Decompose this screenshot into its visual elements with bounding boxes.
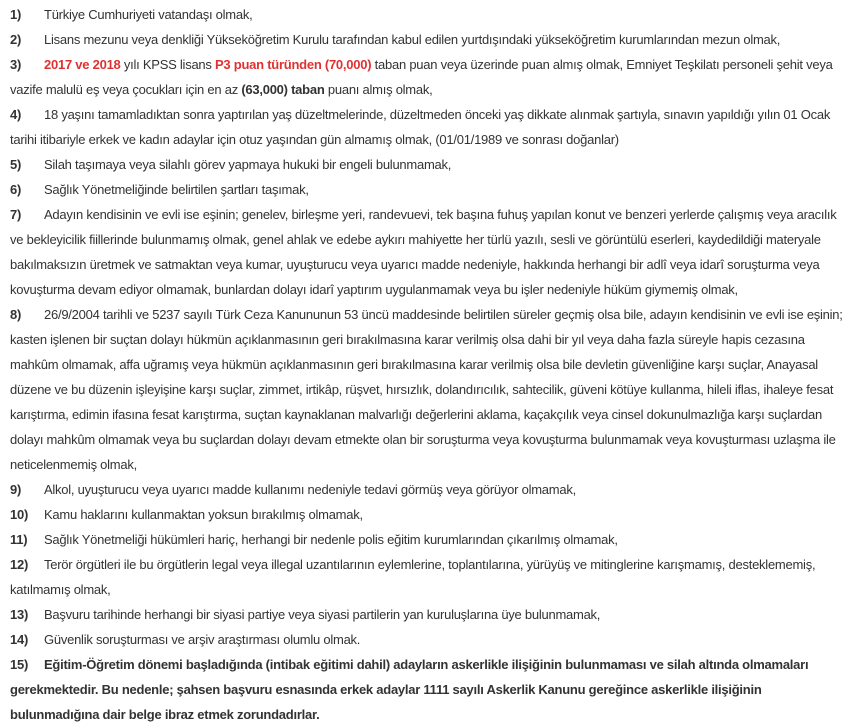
item-number: 1) bbox=[10, 7, 22, 22]
highlight-years: 2017 ve 2018 bbox=[44, 57, 121, 72]
list-item bbox=[10, 177, 844, 202]
item-text: Alkol, uyuşturucu veya uyarıcı madde kullanımı nedeniyle tedavi görmüş veya görüyor olmamak, bbox=[44, 482, 576, 497]
item-number: 6) bbox=[10, 182, 22, 197]
item-text: Sağlık Yönetmeliği hükümleri hariç, herhangi bir nedenle polis eğitim kurumlarından çıkarılmış olmamak, bbox=[44, 532, 618, 547]
item-text: Eğitim-Öğretim dönemi başladığında (intibak eğitimi dahil) adayların askerlikle ilişiğinin bulunmaması ve silah altında olmamaları gerekmektedir. Bu nedenle; şahsen başvuru esnasında erkek adaylar 1111 sayılı Askerlik Kanunu gereğince askerlikle ilişiğinin bulunmadığına dair belge ibraz etmek zorundadırlar. bbox=[10, 657, 809, 722]
list-item bbox=[10, 477, 844, 502]
list-item bbox=[10, 27, 844, 52]
list-item bbox=[10, 2, 844, 27]
item-text: Lisans mezunu veya denkliği Yükseköğretim Kurulu tarafından kabul edilen yurtdışındaki yükseköğretim kurumlarından mezun olmak, bbox=[44, 32, 781, 47]
item-number: 12) bbox=[10, 557, 29, 572]
list-item bbox=[10, 502, 844, 527]
item-number: 5) bbox=[10, 157, 22, 172]
item-text: Kamu haklarını kullanmaktan yoksun bırakılmış olmamak, bbox=[44, 507, 363, 522]
item-number: 7) bbox=[10, 207, 22, 222]
item-number: 14) bbox=[10, 632, 29, 647]
list-item bbox=[10, 652, 844, 727]
highlight-min-score: (63,000) taban bbox=[241, 82, 325, 97]
item-text: Başvuru tarihinde herhangi bir siyasi partiye veya siyasi partilerin yan kuruluşlarına üye bulunmamak, bbox=[44, 607, 601, 622]
item-text: 18 yaşını tamamladıktan sonra yaptırılan yaş düzeltmelerinde, düzeltmeden önceki yaş dikkate alınmak şartıyla, sınavın yapıldığı yılın 01 Ocak tarihi itibariyle erkek ve kadın adaylar için otuz yaşından gün almamış olmak, (01/01/1989 ve sonrası doğanlar) bbox=[10, 107, 831, 147]
item-number: 15) bbox=[10, 657, 29, 672]
list-item bbox=[10, 152, 844, 177]
item-number: 10) bbox=[10, 507, 29, 522]
item-number: 13) bbox=[10, 607, 29, 622]
item-text: taban puan veya üzerinde puan almış olmak, Emniyet Teşkilatı personeli şehit veya vazife malulü eş veya çocukları için en az bbox=[10, 57, 833, 97]
list-item bbox=[10, 202, 844, 302]
list-item bbox=[10, 302, 844, 477]
item-text: Silah taşımaya veya silahlı görev yapmaya hukuki bir engeli bulunmamak, bbox=[44, 157, 452, 172]
item-text: Sağlık Yönetmeliğinde belirtilen şartları taşımak, bbox=[44, 182, 309, 197]
item-text: Güvenlik soruşturması ve arşiv araştırması olumlu olmak. bbox=[44, 632, 361, 647]
item-number: 9) bbox=[10, 482, 22, 497]
list-item bbox=[10, 552, 844, 602]
item-number: 11) bbox=[10, 532, 28, 547]
list-item bbox=[10, 52, 844, 102]
item-text: 26/9/2004 tarihli ve 5237 sayılı Türk Ceza Kanununun 53 üncü maddesinde belirtilen süreler geçmiş olsa bile, adayın kendisinin ve evli ise eşinin; kasten işlenen bir suçtan dolayı hükmün açıklanmasının geri bırakılmasına karar verilmiş olsa dahi bir yıl veya daha fazla süreyle hapis cezasına mahkûm olmamak, affa uğramış veya hükmün açıklanmasının geri bırakılmasına karar verilmiş olsa bile devletin güvenliğine karşı suçlar, Anayasal düzene ve bu düzenin işleyişine karşı suçlar, zimmet, irtikâp, rüşvet, hırsızlık, dolandırıcılık, sahtecilik, güveni kötüye kullanma, hileli iflas, ihaleye fesat karıştırma, edimin ifasına fesat karıştırma, suçtan kaynaklanan malvarlığı değerlerini aklama, kaçakçılık veya cinsel dokunulmazlığa karşı suçlardan dolayı mahkûm olmamak veya bu suçlardan dolayı devam etmekte olan bir soruşturma veya kovuşturma bulunmamak veya kovuşturması uzlaşma ile neticelenmemiş olmak, bbox=[10, 307, 843, 472]
item-number: 2) bbox=[10, 32, 22, 47]
highlight-score-type: P3 puan türünden (70,000) bbox=[215, 57, 372, 72]
list-item bbox=[10, 602, 844, 627]
item-text: Terör örgütleri ile bu örgütlerin legal veya illegal uzantılarının eylemlerine, toplantılarına, yürüyüş ve mitinglerine karışmamış, desteklememiş, katılmamış olmak, bbox=[10, 557, 816, 597]
item-text: Adayın kendisinin ve evli ise eşinin; genelev, birleşme yeri, randevuevi, tek başına fuhuş yapılan konut ve benzeri yerlerde çalışmış veya aracılık ve bekleyicilik fiillerinde bulunmamış olmak, genel ahlak ve edebe aykırı mahiyette her türlü yazılı, sesli ve görüntülü eserleri, kaydedildiği materyale bakılmaksızın üretmek ve satmaktan veya kumar, uyuşturucu veya uyarıcı madde nedeniyle, hakkında herhangi bir adlî veya idarî soruşturma veya kovuşturma devam ediyor olmamak, bunlardan dolayı idarî yaptırım uygulanmamak veya bu işler nedeniyle hüküm giymemiş olmak, bbox=[10, 207, 837, 297]
item-text: Türkiye Cumhuriyeti vatandaşı olmak, bbox=[44, 7, 253, 22]
list-item bbox=[10, 102, 844, 152]
item-text: puanı almış olmak, bbox=[324, 82, 433, 97]
item-number: 8) bbox=[10, 307, 22, 322]
item-number: 3) bbox=[10, 57, 22, 72]
list-item bbox=[10, 527, 844, 552]
list-item bbox=[10, 627, 844, 652]
item-text: yılı KPSS lisans bbox=[120, 57, 216, 72]
item-number: 4) bbox=[10, 107, 22, 122]
